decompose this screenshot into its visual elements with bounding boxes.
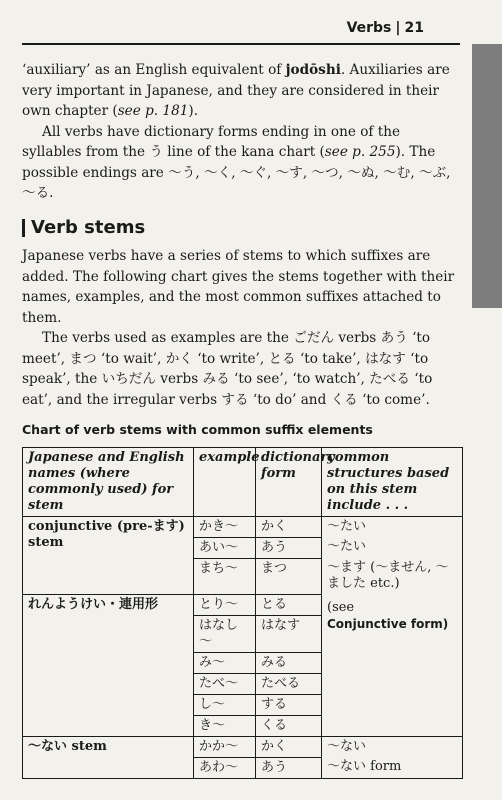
intro-p1-text-a: ‘auxiliary’ as an English equivalent of [22,62,286,78]
header-common-structures: common structures based on this stem include . . . [322,447,463,516]
example-cell: かき～ [194,516,256,537]
dictionary-cell: まつ [256,558,322,594]
header-stem-name: Japanese and English names (where commonly used) for stem [23,447,194,516]
example-cell: まち～ [194,558,256,594]
intro-p1-text-b: . Auxiliaries are very important in Japanese, and they are considered in their own chapter ( [22,62,450,119]
dictionary-cell: かく [256,736,322,757]
example-cell: み～ [194,652,256,673]
conjunctive-stem-english: conjunctive (pre-ます) stem [28,518,185,550]
conjunctive-stem-name [23,516,194,594]
example-cell: とり～ [194,594,256,615]
dictionary-cell: かく [256,516,322,537]
section-paragraph-2: The verbs used as examples are the ごだん verbs あう ‘to meet’, まつ ‘to wait’, かく ‘to write’, とる ‘to take’, はなす ‘to speak’, the いちだん verbs みる ‘to see’, ‘to watch’, たべる ‘to eat’, and the irregular verbs する ‘to do’ and くる ‘to come’. [22,330,433,408]
structure-cell: ～ます (～ません, ～ました etc.) [322,558,463,594]
chart-caption: Chart of verb stems with common suffix elements [22,422,373,437]
section-paragraph-1: Japanese verbs have a series of stems to which suffixes are added. The following chart gives the stems together with their names, examples, and the most common suffixes attached to them. [22,248,455,326]
running-head [347,20,424,36]
example-cell: はなし～ [194,615,256,652]
structure-cell: ～ない [322,736,463,757]
section-heading-bar [22,219,25,237]
page-header [0,0,472,46]
table-row [23,516,463,537]
dictionary-cell: くる [256,715,322,736]
section-heading-text: Verb stems [31,216,146,238]
page-body [22,60,462,779]
example-cell: き～ [194,715,256,736]
page-number: 21 [404,20,424,36]
header-dictionary-form: dictionary form [256,447,322,516]
nai-stem-name: ～ない stem [23,736,194,778]
dictionary-cell: とる [256,594,322,615]
structure-cell: ～たい [322,537,463,558]
table-header-row [23,447,463,516]
intro-p1-term: jodōshi [285,62,341,78]
chapter-thumb-tab [472,44,502,308]
example-cell: たべ～ [194,673,256,694]
dictionary-cell: はなす [256,615,322,652]
intro-p2-text-a: All verbs have dictionary forms ending in one of the syllables from the う line of the kana chart ( [22,123,401,160]
dictionary-cell: みる [256,652,322,673]
header-rule [22,43,460,45]
intro-p1-ref: see p. 181 [117,103,189,119]
section-heading [22,218,462,239]
dictionary-cell: あう [256,757,322,778]
conjunctive-stem-japanese: れんようけい・連用形 [23,594,194,736]
dictionary-cell: する [256,694,322,715]
example-cell: あい～ [194,537,256,558]
structure-cell: ～ない form [322,757,463,778]
structure-cell: ～たい [322,516,463,537]
example-cell: あわ～ [194,757,256,778]
running-head-section: Verbs [346,20,392,36]
intro-paragraph-2 [22,122,462,204]
intro-p2-text-b: ). The possible endings are ～う, ～く, ～ぐ, ～す, ～つ, ～ぬ, ～む, ～ぶ, ～る. [22,144,451,201]
table-row [23,594,463,615]
example-cell: かか～ [194,736,256,757]
header-example: example [194,447,256,516]
intro-p2-ref: see p. 255 [324,144,396,160]
dictionary-cell: たべる [256,673,322,694]
see-note-target: Conjunctive form) [327,617,449,631]
verb-stem-table [22,447,463,779]
running-head-separator: | [395,20,401,36]
table-row [23,736,463,757]
see-note-prefix: (see [327,600,355,615]
intro-paragraph-1 [22,60,462,122]
intro-p1-text-c: ). [188,103,199,119]
example-cell: し～ [194,694,256,715]
dictionary-cell: あう [256,537,322,558]
see-conjunctive-note [322,594,463,736]
